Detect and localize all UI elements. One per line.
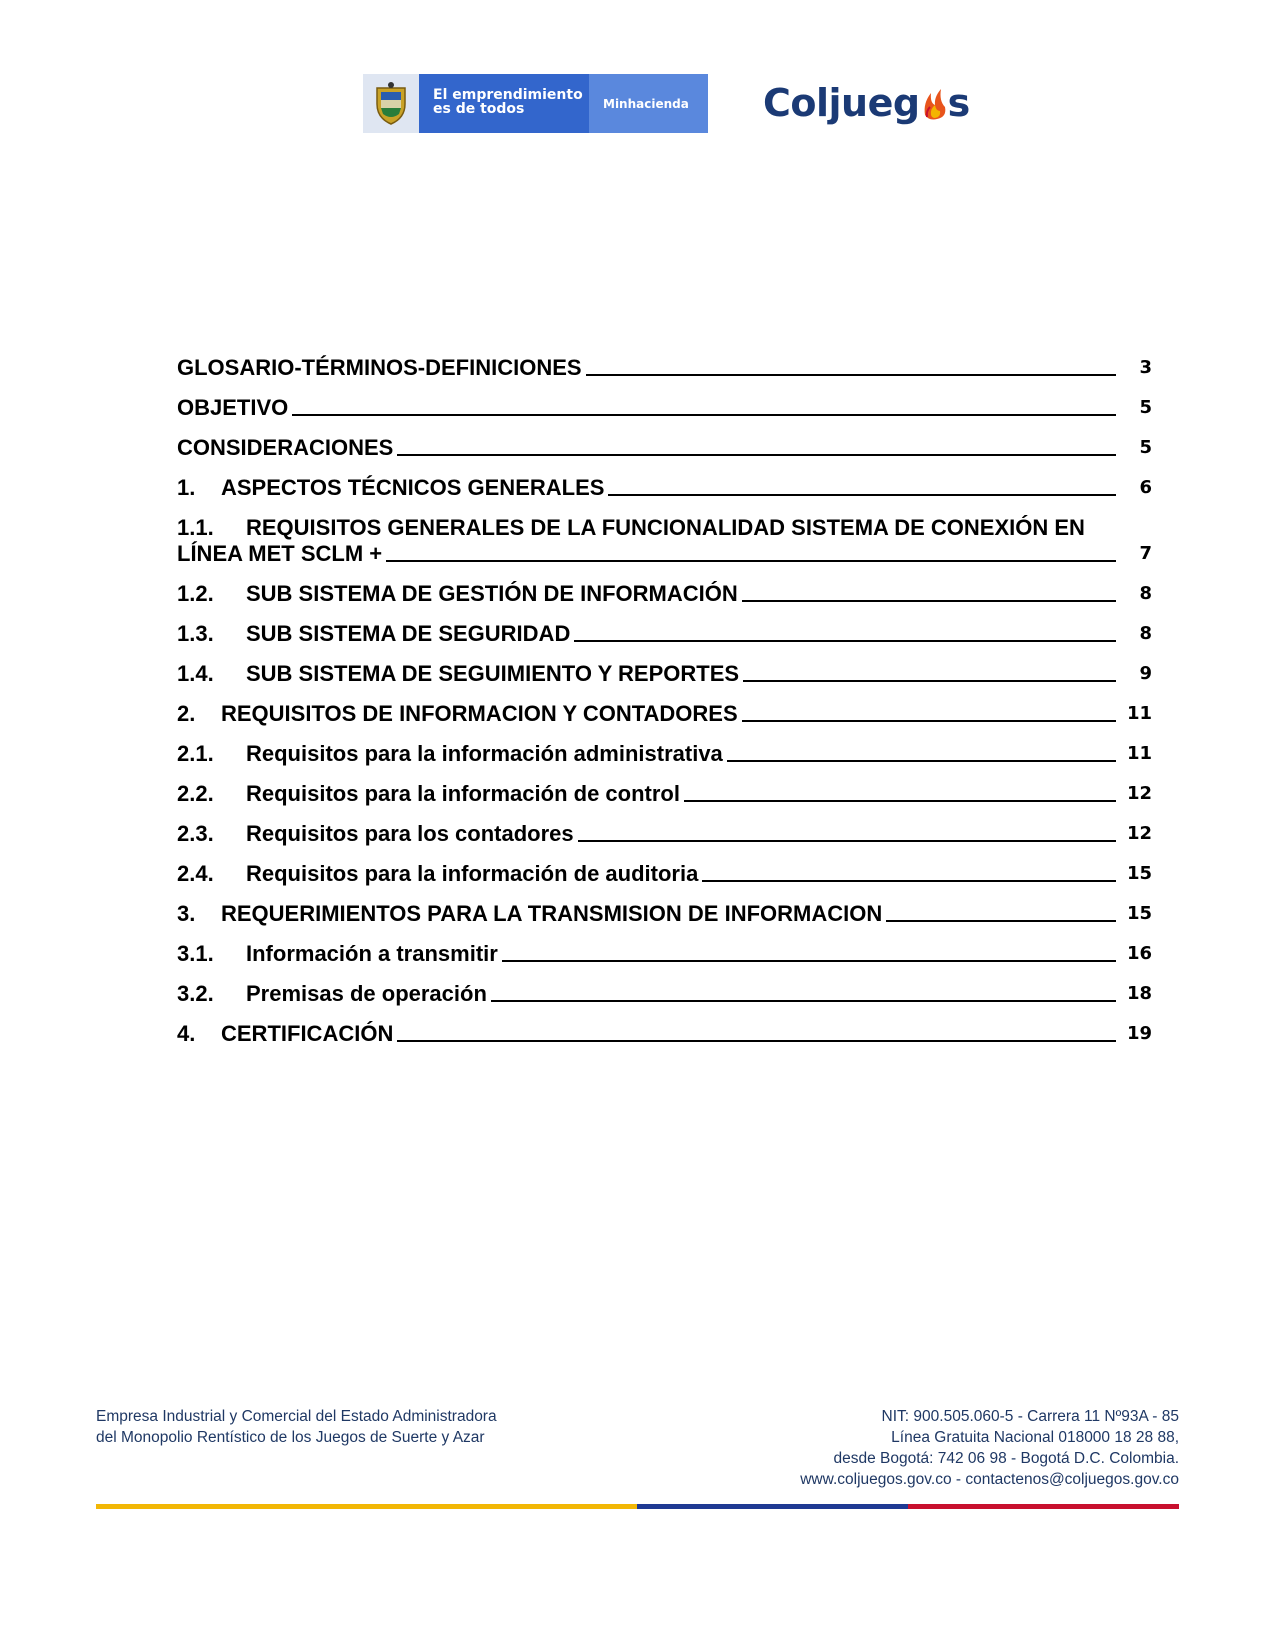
toc-entry-title: SUB SISTEMA DE SEGURIDAD	[246, 621, 571, 646]
footer-nit-address: NIT: 900.505.060-5 - Carrera 11 Nº93A - 85	[881, 1408, 1179, 1425]
toc-entry[interactable]	[177, 621, 1152, 647]
toc-entry-title-line1: REQUISITOS GENERALES DE LA FUNCIONALIDAD SISTEMA DE CONEXIÓN EN	[246, 515, 1085, 540]
footer-contact-info	[800, 1406, 1179, 1490]
toc-entry[interactable]	[177, 941, 1152, 967]
toc-page-number: 12	[1126, 823, 1152, 844]
toc-entry-title: Requisitos para la información administrativa	[246, 741, 723, 766]
toc-entry[interactable]	[177, 981, 1152, 1007]
toc-entry-title: CONSIDERACIONES	[177, 435, 394, 460]
toc-entry[interactable]	[177, 435, 1152, 461]
toc-leader	[386, 560, 1116, 562]
footer-toll-free-line: Línea Gratuita Nacional 018000 18 28 88,	[891, 1429, 1179, 1446]
toc-leader	[608, 494, 1116, 496]
footer-bogota-phone: desde Bogotá: 742 06 98 - Bogotá D.C. Colombia.	[833, 1450, 1179, 1467]
toc-entry[interactable]	[177, 861, 1152, 887]
footer-company-info	[96, 1406, 497, 1448]
toc-page-number: 12	[1126, 783, 1152, 804]
toc-entry-title: Información a transmitir	[246, 941, 498, 966]
toc-entry-title: SUB SISTEMA DE SEGUIMIENTO Y REPORTES	[246, 661, 740, 686]
toc-entry-title-line2: LÍNEA MET SCLM +	[177, 541, 383, 566]
toc-entry[interactable]	[177, 701, 1152, 727]
toc-leader	[586, 374, 1116, 376]
toc-page-number: 7	[1139, 543, 1152, 564]
toc-entry-title: Requisitos para la información de control	[246, 781, 680, 806]
toc-page-number: 19	[1126, 1023, 1152, 1044]
footer-left-line2: del Monopolio Rentístico de los Juegos de Suerte y Azar	[96, 1429, 485, 1446]
gov-slogan-line1: El emprendimiento	[433, 87, 583, 103]
flame-icon	[921, 85, 947, 121]
toc-page-number: 16	[1126, 943, 1152, 964]
toc-entry[interactable]	[177, 515, 1152, 567]
toc-entry-number: 3.	[177, 901, 196, 926]
toc-leader	[743, 680, 1116, 682]
toc-entry-title: CERTIFICACIÓN	[221, 1021, 394, 1046]
toc-entry[interactable]	[177, 581, 1152, 607]
toc-page-number: 9	[1139, 663, 1152, 684]
toc-entry-title: SUB SISTEMA DE GESTIÓN DE INFORMACIÓN	[246, 581, 738, 606]
toc-leader	[742, 720, 1116, 722]
toc-leader	[502, 960, 1116, 962]
brand-text-left: Coljueg	[763, 81, 920, 125]
toc-entry[interactable]	[177, 355, 1152, 381]
coat-of-arms-icon	[363, 74, 419, 133]
toc-page-number: 18	[1126, 983, 1152, 1004]
toc-leader	[491, 1000, 1116, 1002]
toc-entry-title: REQUERIMIENTOS PARA LA TRANSMISION DE INFORMACION	[221, 901, 883, 926]
footer-left-line1: Empresa Industrial y Comercial del Estado Administradora	[96, 1408, 497, 1425]
toc-entry-title: Requisitos para los contadores	[246, 821, 574, 846]
toc-entry-title: ASPECTOS TÉCNICOS GENERALES	[221, 475, 605, 500]
toc-leader	[684, 800, 1116, 802]
toc-entry-number: 1.2.	[177, 581, 214, 606]
footer-bar-yellow	[96, 1504, 637, 1509]
footer-bar-blue	[637, 1504, 908, 1509]
toc-entry[interactable]	[177, 741, 1152, 767]
footer-bar-red	[908, 1504, 1179, 1509]
toc-entry-number: 2.3.	[177, 821, 214, 846]
toc-page-number: 5	[1139, 397, 1152, 418]
toc-entry-number: 2.4.	[177, 861, 214, 886]
toc-entry[interactable]	[177, 661, 1152, 687]
toc-leader	[574, 640, 1116, 642]
government-slogan	[419, 74, 589, 133]
toc-entry-number: 3.2.	[177, 981, 214, 1006]
toc-page-number: 6	[1139, 477, 1152, 498]
footer-web-email[interactable]: www.coljuegos.gov.co - contactenos@coljuegos.gov.co	[800, 1471, 1179, 1488]
toc-page-number: 15	[1126, 863, 1152, 884]
toc-page-number: 15	[1126, 903, 1152, 924]
toc-leader	[292, 414, 1116, 416]
toc-entry-title: Requisitos para la información de auditoria	[246, 861, 699, 886]
toc-entry[interactable]	[177, 821, 1152, 847]
toc-page-number: 3	[1139, 357, 1152, 378]
toc-entry-number: 1.	[177, 475, 196, 500]
toc-entry-number: 1.3.	[177, 621, 214, 646]
toc-entry-number: 3.1.	[177, 941, 214, 966]
toc-leader	[397, 454, 1116, 456]
toc-page-number: 11	[1126, 743, 1152, 764]
toc-entry-title: REQUISITOS DE INFORMACION Y CONTADORES	[221, 701, 738, 726]
government-logo	[363, 74, 708, 133]
toc-entry-number: 2.	[177, 701, 196, 726]
toc-entry-title: OBJETIVO	[177, 395, 289, 420]
toc-entry-number: 2.1.	[177, 741, 214, 766]
gov-slogan-line2: es de todos	[433, 101, 525, 117]
coljuegos-logo	[763, 80, 970, 126]
toc-entry[interactable]	[177, 781, 1152, 807]
toc-entry-number: 4.	[177, 1021, 196, 1046]
toc-leader	[727, 760, 1116, 762]
toc-entry[interactable]	[177, 475, 1152, 501]
toc-leader	[578, 840, 1116, 842]
toc-entry-number: 1.4.	[177, 661, 214, 686]
toc-page-number: 11	[1126, 703, 1152, 724]
toc-leader	[397, 1040, 1116, 1042]
toc-page-number: 8	[1139, 583, 1152, 604]
toc-entry-title: GLOSARIO-TÉRMINOS-DEFINICIONES	[177, 355, 582, 380]
toc-entry-number: 1.1.	[177, 515, 214, 540]
toc-leader	[742, 600, 1116, 602]
toc-entry[interactable]	[177, 395, 1152, 421]
toc-leader	[886, 920, 1116, 922]
footer-color-bar	[96, 1504, 1179, 1509]
brand-text-right: s	[947, 81, 970, 125]
toc-entry[interactable]	[177, 1021, 1152, 1047]
toc-page-number: 8	[1139, 623, 1152, 644]
toc-entry-title: Premisas de operación	[246, 981, 487, 1006]
toc-entry[interactable]	[177, 901, 1152, 927]
toc-entry-number: 2.2.	[177, 781, 214, 806]
ministry-label: Minhacienda	[589, 74, 708, 133]
toc-page-number: 5	[1139, 437, 1152, 458]
table-of-contents	[177, 355, 1152, 1061]
toc-leader	[702, 880, 1116, 882]
